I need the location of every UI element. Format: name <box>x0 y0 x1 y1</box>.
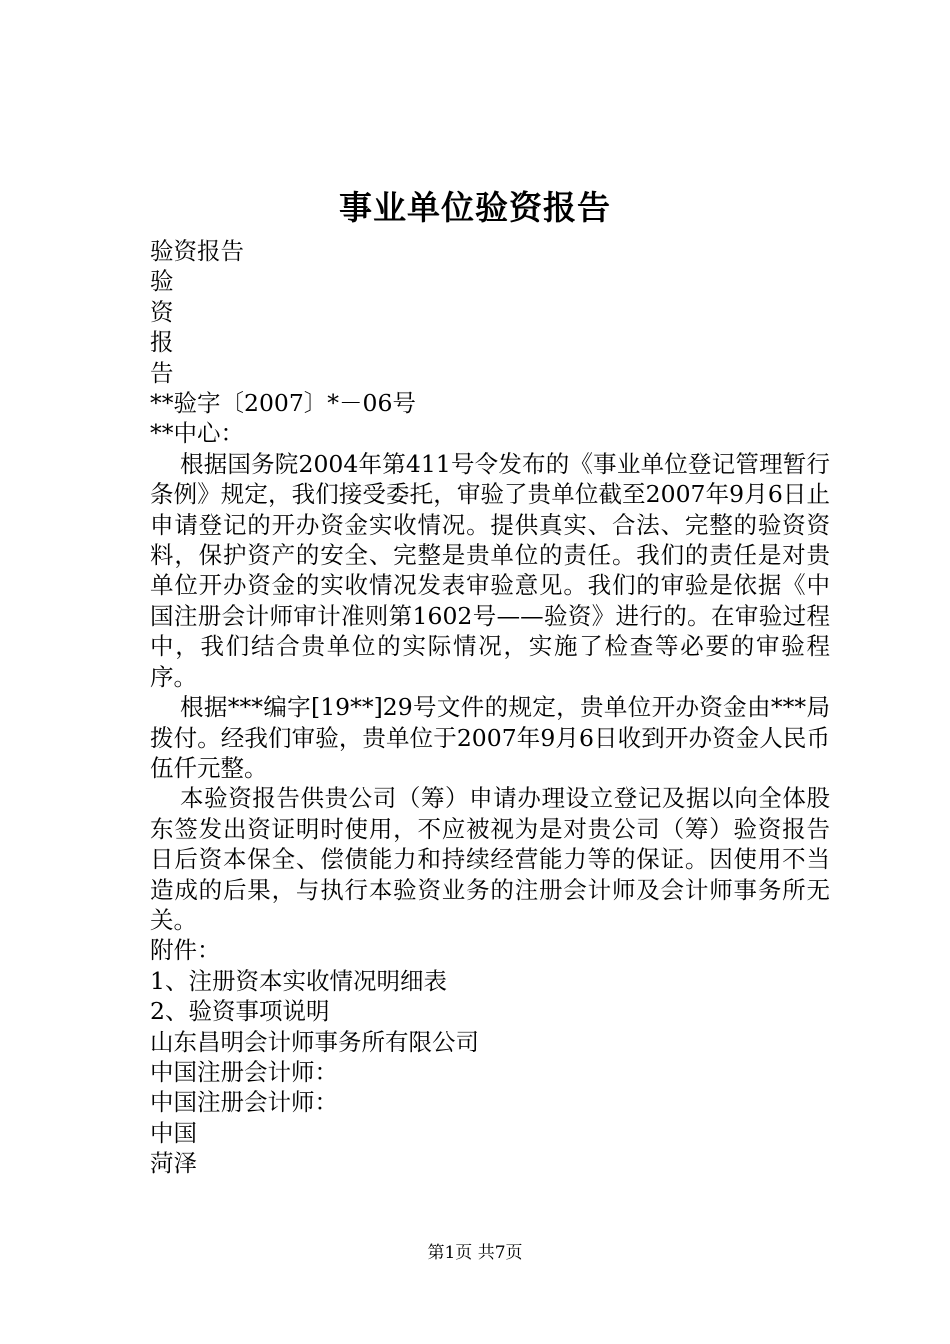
attachment-item: 2、验资事项说明 <box>150 997 330 1026</box>
page-number: 第1页 共7页 <box>427 1243 523 1263</box>
page-title: 事业单位验资报告 <box>339 188 611 227</box>
header-line: 资 <box>150 297 174 326</box>
header-line: 告 <box>150 358 174 387</box>
attachment-item: 1、注册资本实收情况明细表 <box>150 966 447 995</box>
firm-name: 山东昌明会计师事务所有限公司 <box>150 1027 479 1056</box>
document-body <box>150 236 830 1179</box>
header-line: 报 <box>150 328 174 357</box>
header-line: 验 <box>150 267 174 296</box>
signature-line: 中国注册会计师： <box>150 1088 338 1117</box>
header-line: 验资报告 <box>150 237 244 265</box>
attachments-label: 附件： <box>150 936 221 965</box>
location-line: 菏泽 <box>150 1149 197 1178</box>
paragraph-scope: 根据国务院2004年第411号令发布的《事业单位登记管理暂行条例》规定，我们接受委托，审验了贵单位截至2007年9月6日止申请登记的开办资金实收情况。提供真实、合法、完整的验资资料，保护资产的安全、完整是贵单位的责任。我们的责任是对贵单位开办资金的实收情况发表审验意见。我们的审验是依据《中国注册会计师审计准则第1602号——验资》进行的。在审验过程中，我们结合贵单位的实际情况，实施了检查等必要的审验程序。 <box>150 449 830 691</box>
paragraph-usage: 本验资报告供贵公司（筹）申请办理设立登记及据以向全体股东签发出资证明时使用，不应被视为是对贵公司（筹）验资报告日后资本保全、偿债能力和持续经营能力等的保证。因使用不当造成的后果，与执行本验资业务的注册会计师及会计师事务所无关。 <box>150 784 830 934</box>
addressee: **中心： <box>150 419 244 448</box>
paragraph-finding: 根据***编字[19**]29号文件的规定，贵单位开办资金由***局拨付。经我们审验，贵单位于2007年9月6日收到开办资金人民币伍仟元整。 <box>150 693 830 782</box>
location-line: 中国 <box>150 1118 197 1147</box>
signature-line: 中国注册会计师： <box>150 1057 338 1086</box>
report-number: **验字〔2007〕*－06号 <box>150 389 416 418</box>
